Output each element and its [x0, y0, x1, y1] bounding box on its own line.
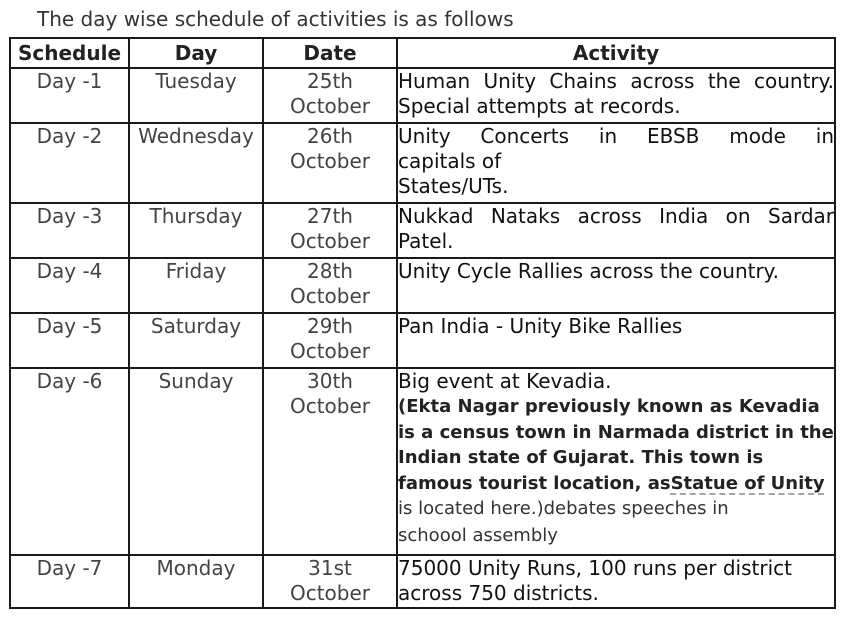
day-cell: Friday — [129, 258, 263, 313]
schedule-cell: Day -5 — [10, 313, 129, 368]
activity-cell — [397, 368, 835, 555]
schedule-cell: Day -4 — [10, 258, 129, 313]
table-row — [10, 313, 835, 368]
header-date: Date — [263, 38, 397, 68]
date-month: October — [289, 149, 371, 173]
activity-line: capitals of — [398, 149, 502, 173]
schedule-cell: Day -6 — [10, 368, 129, 555]
schedule-cell: Day -7 — [10, 555, 129, 608]
day-cell: Wednesday — [129, 123, 263, 203]
activity-description — [398, 394, 834, 522]
schedule-cell: Day -2 — [10, 123, 129, 203]
activity-cell: Nukkad Nataks across India on Sardar Patel. — [397, 203, 835, 258]
description-last-line: schoool assembly — [398, 524, 558, 546]
date-day: 30th — [307, 369, 353, 393]
table-header-row — [10, 38, 835, 68]
day-cell: Saturday — [129, 313, 263, 368]
activity-line: Unity Concerts in EBSB mode in — [398, 124, 834, 148]
date-day: 29th — [307, 314, 353, 338]
statue-of-unity-link: Statue of Unity — [670, 472, 825, 494]
description-tail: is located here.)debates speeches in — [398, 498, 729, 519]
activity-cell: Pan India - Unity Bike Rallies — [397, 313, 835, 368]
date-month: October — [289, 394, 371, 418]
date-day: 28th — [307, 259, 353, 283]
table-row — [10, 368, 835, 555]
date-month: October — [289, 284, 371, 308]
paren-open: ( — [398, 396, 407, 417]
date-day: 25th — [307, 69, 353, 93]
activity-cell: Unity Cycle Rallies across the country. — [397, 258, 835, 313]
activity-cell — [397, 123, 835, 203]
date-day: 27th — [307, 204, 353, 228]
date-cell — [263, 313, 397, 368]
day-cell: Tuesday — [129, 68, 263, 123]
table-row — [10, 203, 835, 258]
table-row — [10, 555, 835, 608]
table-row — [10, 68, 835, 123]
activity-main-text: Big event at Kevadia. — [398, 369, 612, 393]
date-month: October — [289, 581, 371, 605]
date-cell — [263, 368, 397, 555]
day-cell: Sunday — [129, 368, 263, 555]
schedule-cell: Day -3 — [10, 203, 129, 258]
date-day: 26th — [307, 124, 353, 148]
date-month: October — [289, 94, 371, 118]
date-cell — [263, 123, 397, 203]
intro-text: The day wise schedule of activities is as follows — [37, 7, 514, 31]
schedule-table — [9, 37, 836, 609]
header-schedule: Schedule — [10, 38, 129, 68]
date-cell — [263, 258, 397, 313]
date-cell — [263, 203, 397, 258]
description-bold: Ekta Nagar previously known as Kevadia is a census town in Narmada district in the Indian state of Gujarat. This town is famous tourist location, as — [398, 396, 834, 494]
header-activity: Activity — [397, 38, 835, 68]
day-cell: Monday — [129, 555, 263, 608]
table-row — [10, 258, 835, 313]
date-cell — [263, 68, 397, 123]
date-month: October — [289, 339, 371, 363]
date-month: October — [289, 229, 371, 253]
activity-cell: 75000 Unity Runs, 100 runs per district across 750 districts. — [397, 555, 835, 608]
day-cell: Thursday — [129, 203, 263, 258]
header-day: Day — [129, 38, 263, 68]
activity-cell: Human Unity Chains across the country. Special attempts at records. — [397, 68, 835, 123]
table-row — [10, 123, 835, 203]
schedule-cell: Day -1 — [10, 68, 129, 123]
date-cell — [263, 555, 397, 608]
date-day: 31st — [308, 556, 352, 580]
activity-line: States/UTs. — [398, 174, 509, 198]
